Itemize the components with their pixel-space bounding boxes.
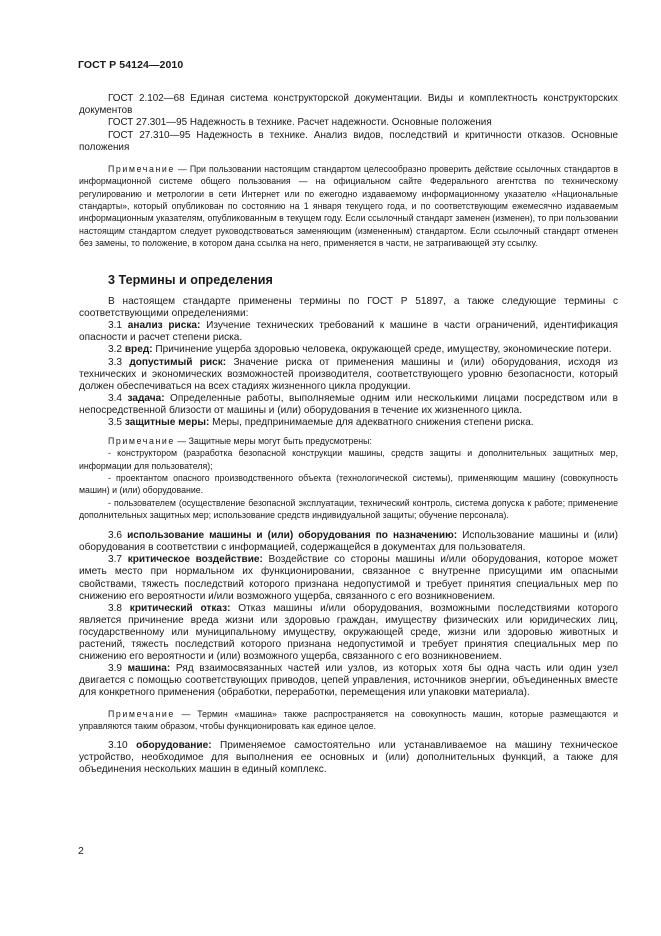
term-text: Воздействие со стороны машины и/или оборудования, которое может иметь место при нормальном их функционировании, связанное с внутренне присущими им опасными свойствами, тяжесть последствий которого признана недопустимой и требует принятия специальных мер по снижению его вероятности и/или возможного ущерба, связанного с его возникновением. — [79, 554, 619, 602]
term-name: оборудование: — [136, 740, 212, 752]
page-number: 2 — [78, 845, 84, 857]
term-text: Отказ машины и/или оборудования, возможными последствиями которого является причинение вреда жизни или здоровью граждан, имуществу физических или юридических лиц, государственному или муниципальному имуществу, окружающей среде, жизни или здоровью животных и растений, тяжесть последствий которого признана недопустимой и требует принятия специальных мер по снижению его вероятности и (или) возможного ущерба, связанного с его возникновением. — [79, 602, 618, 663]
term-number: 3.9 — [108, 663, 128, 675]
term-text: Ряд взаимосвязанных частей или узлов, из которых хотя бы одна часть или один узел двигается с помощью соответствующих приводов, цепей управления, источников энергии, объединенных вместе для конкретного применения (обработки, переработки, перемещения или упаковки материала). — [79, 663, 618, 699]
term-name: защитные меры: — [124, 417, 210, 429]
note-label: Примечание — [108, 708, 175, 719]
term-number: 3.4 — [108, 392, 128, 404]
term-definition-3-4 — [79, 393, 618, 417]
term-number: 3.6 — [108, 530, 128, 542]
note-text: — Защитные меры могут быть предусмотрены: — [174, 436, 372, 447]
note-list-item: - проектантом опасного производственного объекта (технологической системы), применяющим машину (совокупность машин) и (или) оборудование. — [79, 473, 618, 496]
term-text: Использование машины и (или) оборудования в соответствии с информацией, содержащейся в документах для пользователя. — [79, 530, 618, 554]
term-number: 3.5 — [108, 417, 125, 429]
term-definition-3-5 — [79, 417, 618, 429]
note-text: — При пользовании настоящим стандартом целесообразно проверить действие ссылочных стандартов в информационной системе общего пользования — на официальном сайте Федерального агентства по техническому регулированию и метрологии в сети Интернет или по ежегодно издаваемому информационному указателю «Национальные стандарты», который опубликован по состоянию на 1 января текущего года, и по соответствующим ежемесячно издаваемым информационным указателям, опубликованным в текущем году. Если ссылочный стандарт заменен (изменен), то при пользовании настоящим стандартом следует руководствоваться заменяющим (измененным) стандартом. Если ссылочный стандарт отменен без замены, то положение, в котором дана ссылка на него, применяется в части, не затрагивающей эту ссылку. — [79, 164, 618, 248]
section-title: 3 Термины и определения — [108, 273, 273, 288]
term-definition-3-10 — [79, 740, 618, 776]
term-number: 3.2 — [108, 344, 125, 356]
term-number: 3.7 — [108, 554, 128, 566]
term-name: анализ риска: — [127, 320, 201, 332]
term-text: Меры, предпринимаемые для адекватного снижения степени риска. — [209, 417, 534, 429]
term-name: машина: — [127, 663, 171, 675]
term-definition-3-2 — [79, 344, 618, 356]
term-definition-3-6 — [79, 530, 618, 554]
term-definition-3-9 — [79, 663, 618, 699]
term-number: 3.8 — [108, 602, 130, 614]
term-definition-3-1 — [79, 320, 618, 344]
term-number: 3.1 — [108, 320, 128, 332]
term-name: критическое воздействие: — [127, 554, 263, 566]
page-content — [79, 93, 618, 776]
standard-code-header: ГОСТ Р 54124—2010 — [78, 59, 184, 71]
term-text: Применяемое самостоятельно или устанавливаемое на машину техническое устройство, необходимое для выполнения ее основных и (или) дополнительных функций, а также для объединения нескольких машин в единый комплекс. — [79, 740, 618, 776]
term-name: вред: — [124, 344, 153, 356]
note-machine — [79, 708, 618, 733]
term-text: Изучение технических требований к машине в части ограничений, идентификация опасности и расчет степени риска. — [79, 320, 618, 344]
reference-item: ГОСТ 27.310—95 Надежность в технике. Анализ видов, последствий и критичности отказов. Основные положения — [79, 129, 618, 153]
term-name: критический отказ: — [129, 602, 231, 614]
term-name: допустимый риск: — [129, 356, 227, 368]
term-number: 3.3 — [108, 356, 130, 368]
note-protective-measures — [79, 435, 618, 447]
note-text: — Термин «машина» также распространяется на совокупность машин, которые размещаются и управляются таким образом, чтобы функционировать как единое целое. — [79, 708, 618, 731]
term-text: Определенные работы, выполняемые одним или несколькими лицами посредством или в непосредственной близости от машины и (или) оборудования в течение их жизненного цикла. — [79, 392, 618, 416]
reference-item: ГОСТ 27.301—95 Надежность в технике. Расчет надежности. Основные положения — [108, 117, 492, 129]
reference-item: ГОСТ 2.102—68 Единая система конструкторской документации. Виды и комплектность конструкторских документов — [79, 93, 618, 117]
term-text: Причинение ущерба здоровью человека, окружающей среде, имуществу, экономические потери. — [152, 344, 612, 356]
term-number: 3.10 — [108, 740, 137, 752]
term-text: Значение риска от применения машины и (или) оборудования, исходя из технических и экономических возможностей производителя, соответствующего уровню безопасности, который должен обеспечиваться на всех стадиях жизненного цикла продукции. — [79, 356, 618, 392]
note-label: Примечание — [108, 164, 175, 175]
term-name: использование машины и (или) оборудования по назначению: — [127, 530, 458, 542]
note-references — [79, 163, 618, 249]
note-list-item: - пользователем (осуществление безопасной эксплуатации, технический контроль, система допуска к работе; применение дополнительных защитных мер; использование средств индивидуальной защиты; обучение персонала). — [79, 497, 618, 520]
section-intro: В настоящем стандарте применены термины по ГОСТ Р 51897, а также следующие термины с соответствующими определениями: — [79, 296, 618, 320]
term-definition-3-7 — [79, 554, 618, 602]
term-name: задача: — [127, 392, 165, 404]
note-label: Примечание — [108, 436, 175, 447]
note-list-item: - конструктором (разработка безопасной конструкции машины, средств защиты и дополнительных защитных мер, информации для пользователя); — [79, 448, 618, 471]
term-definition-3-3 — [79, 357, 618, 393]
term-definition-3-8 — [79, 603, 618, 663]
